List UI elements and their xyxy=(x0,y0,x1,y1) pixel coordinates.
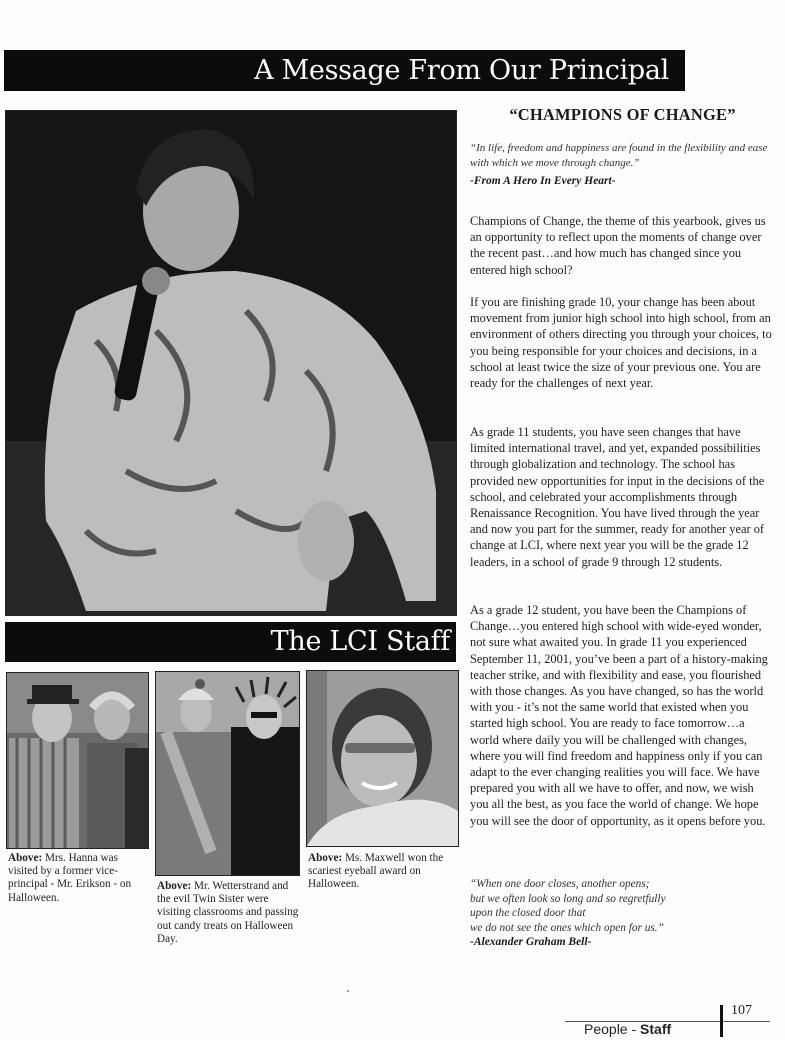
message-paragraph: As grade 11 students, you have seen changes that have limited international travel, and yet, expanded possibilities through globalization and technology. The school has provided new opportunities for input in the decisions of the school, and celebrated your accomplishments through Renaissance Recognition. You have lived through the year and now you part for the summer, ready for another year of change at LCI, where next year you will be the grade 12 leaders, in a school of grade 9 through 12 students. xyxy=(470,425,765,569)
caption-hanna xyxy=(8,852,144,905)
closing-quote xyxy=(470,877,775,935)
footer-section: People - xyxy=(584,1021,641,1037)
staff-photo-hanna-erikson xyxy=(6,672,149,849)
closing-quote-line: but we often look so long and so regretfully xyxy=(470,892,666,905)
opening-quote-attribution: -From A Hero In Every Heart- xyxy=(470,175,616,187)
staff-section-title: The LCI Staff xyxy=(270,626,450,657)
closing-quote-line: upon the closed door that xyxy=(470,907,586,919)
footer-subsection: Staff xyxy=(640,1021,672,1037)
closing-quote-line: we do not see the ones which open for us.” xyxy=(470,921,664,934)
caption-text: Mrs. Hanna was visited by a former vice-principal - Mr. Erikson - on Halloween. xyxy=(8,852,132,904)
page-number: 107 xyxy=(731,1003,752,1018)
message-paragraph: As a grade 12 student, you have been the Champions of Change…you entered high school with wide-eyed wonder, not sure what awaited you. In grade 11 you experienced September 11, 2001, you’ve been a part of a history-making teacher strike, and with flexibility and ease, you flourished with those changes. As you have changed, so has the world with you - it’s not the same world that existed when you started high school. You are ready to face tomorrow…a world where daily you will be challenged with changes, where you will find freedom and happiness only if you can adapt to the ever changing realities you will face. We have prepared you with all we have to offer, and now, we wish you all the best, as you face the world of change. We hope you will see the door of opportunity, as it opens before you. xyxy=(470,603,768,828)
closing-quote-attribution: -Alexander Graham Bell- xyxy=(470,936,592,948)
caption-lead: Above: xyxy=(308,852,343,864)
opening-quote: “In life, freedom and happiness are found in the flexibility and ease with which we move through change.” xyxy=(470,142,768,169)
staff-photo-maxwell xyxy=(306,670,459,847)
message-paragraph: Champions of Change, the theme of this yearbook, gives us an opportunity to reflect upon the moments of change over the recent past…and how much has changed since you entered high school? xyxy=(470,214,766,277)
staff-photo-wetterstrand xyxy=(155,671,300,876)
caption-lead: Above: xyxy=(8,852,43,864)
print-speck xyxy=(347,990,349,992)
message-paragraph: If you are finishing grade 10, your change has been about movement from junior high school into high school, from an environment of others directing you through your choices, to you being responsible for your choices and decisions, in a school at least twice the size of your previous one. You are ready for the challenges of next year. xyxy=(470,295,772,391)
principal-photo xyxy=(5,110,457,616)
caption-wetterstrand xyxy=(157,880,303,946)
page-header-banner xyxy=(4,50,685,91)
closing-quote-line: “When one door closes, another opens; xyxy=(470,878,650,890)
caption-maxwell xyxy=(308,852,458,892)
footer-section-label xyxy=(584,1021,671,1037)
caption-text: Ms. Maxwell won the scariest eyeball award on Halloween. xyxy=(308,852,444,891)
caption-text: Mr. Wetterstrand and the evil Twin Sister were visiting classrooms and passing out candy treats on Halloween Day. xyxy=(157,880,299,945)
caption-lead: Above: xyxy=(157,880,192,892)
footer-divider-bar xyxy=(720,1005,723,1037)
staff-section-banner xyxy=(5,622,456,662)
page-title: A Message From Our Principal xyxy=(254,55,669,86)
message-title: “CHAMPIONS OF CHANGE” xyxy=(509,105,736,124)
